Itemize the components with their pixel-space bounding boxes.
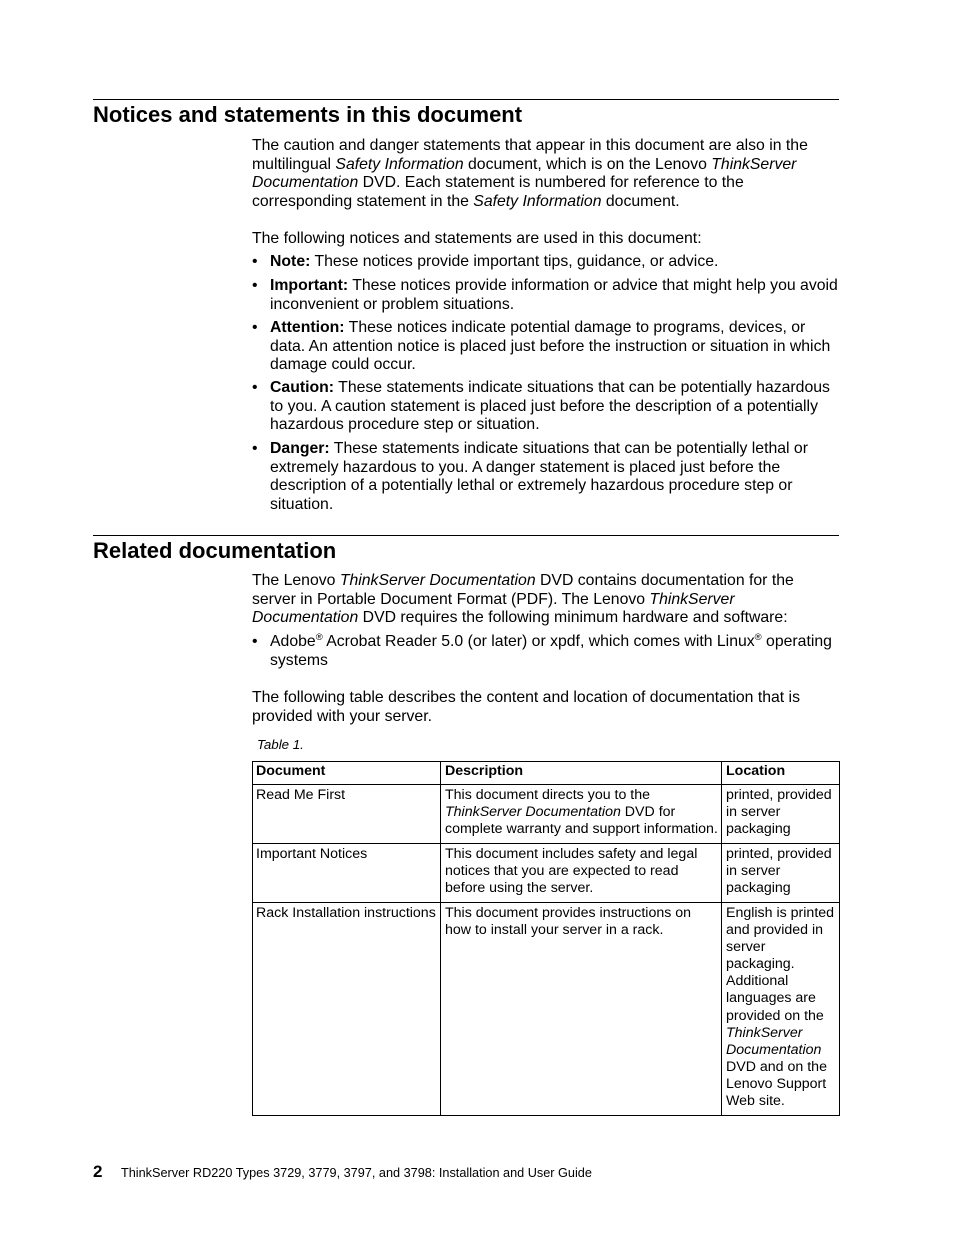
- text-line: [252, 609, 794, 628]
- text-line: [270, 319, 830, 338]
- italic-doc-title: ThinkServer Documentation: [445, 804, 621, 820]
- table-row: [253, 785, 840, 844]
- text-run: These statements indicate situations that can be potentially lethal or: [329, 440, 808, 457]
- notice-label: Caution:: [270, 379, 335, 396]
- notices-intro-paragraph: [252, 137, 808, 211]
- italic-doc-title: ThinkServer: [726, 1024, 803, 1041]
- text-run: The caution and danger statements that appear in this document are also in the: [252, 137, 808, 154]
- notice-item-important: [252, 277, 838, 314]
- text-run: hazardous procedure step or situation.: [270, 416, 540, 434]
- text-run: DVD contains documentation for the: [535, 572, 794, 589]
- registered-mark: ®: [315, 632, 323, 643]
- cell-text-line: provided on the: [726, 1007, 824, 1024]
- text-line: [252, 230, 702, 249]
- cell-text-line: languages are: [726, 990, 816, 1007]
- text-run: systems: [270, 651, 328, 669]
- table-caption: Table 1.: [257, 737, 304, 753]
- table-cell-description: [441, 903, 722, 1115]
- text-line: [252, 689, 800, 708]
- table-header-cell-document: [253, 762, 441, 784]
- text-run: provided with your server.: [252, 707, 432, 725]
- text-run: how to install your server in a rack.: [445, 922, 664, 938]
- section-heading-notices: Notices and statements in this document: [93, 101, 523, 127]
- text-run: before using the server.: [445, 880, 594, 896]
- cell-text-line: in server: [726, 804, 781, 820]
- notice-label: Note:: [270, 253, 311, 270]
- table-cell-location: [722, 903, 840, 1115]
- header-label: Document: [256, 763, 326, 779]
- notice-item-caution: [252, 379, 830, 435]
- page-number: 2: [93, 1161, 103, 1181]
- text-run: This document provides instructions on: [445, 905, 692, 921]
- text-line: [270, 633, 832, 652]
- italic-doc-title: Safety Information: [335, 155, 464, 173]
- text-line: [270, 440, 808, 459]
- notice-label: Danger:: [270, 440, 330, 457]
- table-intro-paragraph: [252, 689, 800, 726]
- text-run: document.: [601, 192, 680, 210]
- table-row: [253, 844, 840, 903]
- text-run: situation.: [270, 495, 334, 513]
- bullet-icon: [252, 440, 264, 459]
- footer-title: ThinkServer RD220 Types 3729, 3779, 3797, and 3798: Installation and User Guide: [121, 1166, 592, 1181]
- bullet-icon: [252, 253, 264, 272]
- cell-text-line: [726, 1042, 839, 1059]
- bullet-icon: [252, 633, 264, 652]
- notice-item-note: [252, 253, 718, 272]
- cell-text-line: [445, 863, 721, 880]
- table-cell-location: [722, 785, 840, 843]
- header-label: Description: [445, 763, 524, 779]
- italic-doc-title: Documentation: [252, 609, 359, 627]
- cell-text-line: printed, provided: [726, 787, 832, 803]
- bullet-icon: [252, 379, 264, 398]
- cell-text-line: [445, 880, 721, 897]
- requirement-item-reader: [252, 633, 832, 670]
- section-divider: [93, 99, 839, 100]
- text-line: [252, 591, 794, 610]
- text-run: These statements indicate situations that can be potentially hazardous: [334, 379, 830, 396]
- text-line: [270, 459, 808, 478]
- documentation-table: [252, 761, 840, 1116]
- text-run: to you. A caution statement is placed just before the description of a potentially: [270, 397, 818, 415]
- cell-text-line: English is printed: [726, 905, 835, 921]
- italic-doc-title: Documentation: [252, 174, 359, 192]
- notice-item-attention: [252, 319, 830, 375]
- text-line: [270, 416, 830, 435]
- text-line: [270, 398, 830, 417]
- text-run: The following notices and statements are used in this document:: [252, 230, 702, 247]
- text-line: [270, 356, 830, 375]
- cell-text-line: Additional: [726, 973, 789, 990]
- text-run: Adobe: [270, 633, 316, 650]
- cell-text: Important Notices: [256, 846, 368, 862]
- cell-text-line: Lenovo Support: [726, 1075, 827, 1092]
- cell-text: Rack Installation instructions: [256, 905, 436, 921]
- text-line: [252, 572, 794, 591]
- table-cell-document: [253, 785, 441, 843]
- text-run: data. An attention notice is placed just before the instruction or situation in which: [270, 337, 831, 355]
- text-run: This document includes safety and legal: [445, 846, 698, 862]
- italic-doc-title: Safety Information: [473, 192, 602, 210]
- text-line: [252, 156, 808, 175]
- text-run: These notices provide important tips, guidance, or advice.: [310, 253, 719, 270]
- bullet-icon: [252, 277, 264, 296]
- text-run: DVD requires the following minimum hardware and software:: [358, 609, 788, 627]
- cell-text-line: [445, 846, 721, 863]
- cell-text-line: [445, 905, 721, 922]
- cell-text-line: [445, 804, 721, 821]
- cell-text-line: and provided in: [726, 922, 824, 939]
- section-divider: [93, 535, 839, 536]
- text-run: operating: [761, 633, 832, 650]
- cell-text-line: [726, 1025, 839, 1042]
- text-run: document, which is on the Lenovo: [463, 155, 712, 173]
- table-cell-document: [253, 844, 441, 902]
- header-label: Location: [726, 763, 786, 779]
- cell-text-line: packaging: [726, 880, 791, 896]
- text-line: [252, 137, 808, 156]
- notices-lead-paragraph: [252, 230, 702, 249]
- cell-text-line: [445, 787, 721, 804]
- cell-text-line: packaging: [726, 821, 791, 837]
- table-header-row: [253, 762, 840, 785]
- text-run: description of a potentially lethal or extremely hazardous procedure step or: [270, 477, 793, 495]
- text-run: damage could occur.: [270, 356, 416, 374]
- text-run: These notices provide information or advice that might help you avoid: [348, 277, 838, 294]
- text-run: server in Portable Document Format (PDF). The Lenovo: [252, 590, 650, 608]
- text-run: complete warranty and support information.: [445, 821, 718, 837]
- text-run: DVD. Each statement is numbered for reference to the: [358, 174, 744, 192]
- notice-label: Attention:: [270, 319, 345, 336]
- text-run: These notices indicate potential damage to programs, devices, or: [344, 319, 806, 336]
- text-line: [252, 174, 808, 193]
- cell-text-line: server: [726, 939, 766, 956]
- text-run: multilingual: [252, 155, 336, 173]
- text-line: [270, 296, 838, 315]
- italic-doc-title: ThinkServer: [649, 590, 735, 608]
- notice-item-danger: [252, 440, 808, 514]
- text-run: corresponding statement in the: [252, 192, 474, 210]
- cell-text-line: DVD and on the: [726, 1058, 827, 1075]
- table-header-cell-description: [441, 762, 722, 784]
- text-run: Acrobat Reader 5.0 (or later) or xpdf, which comes with Linux: [322, 633, 755, 650]
- italic-doc-title: ThinkServer Documentation: [339, 572, 536, 589]
- text-run: notices that you are expected to read: [445, 863, 679, 879]
- cell-text: Read Me First: [256, 787, 346, 803]
- table-cell-description: [441, 844, 722, 902]
- italic-doc-title: Documentation: [726, 1041, 822, 1058]
- section-heading-related: Related documentation: [93, 537, 337, 563]
- related-intro-paragraph: [252, 572, 794, 628]
- text-run: The Lenovo: [252, 572, 340, 589]
- text-run: extremely hazardous to you. A danger statement is placed just before the: [270, 458, 781, 476]
- cell-text-line: packaging.: [726, 956, 795, 973]
- table-cell-location: [722, 844, 840, 902]
- text-line: [252, 708, 800, 727]
- text-line: [270, 253, 718, 272]
- text-run: inconvenient or problem situations.: [270, 295, 515, 313]
- registered-mark: ®: [754, 632, 762, 643]
- text-line: [270, 477, 808, 496]
- cell-text-line: Web site.: [726, 1093, 785, 1110]
- table-cell-description: [441, 785, 722, 843]
- text-line: [252, 193, 808, 212]
- text-run: The following table describes the content and location of documentation that is: [252, 689, 800, 706]
- notice-label: Important:: [270, 277, 349, 294]
- cell-text-line: [445, 922, 721, 939]
- table-cell-document: [253, 903, 441, 1115]
- cell-text-line: in server: [726, 863, 781, 879]
- text-line: [270, 379, 830, 398]
- text-line: [270, 496, 808, 515]
- table-header-cell-location: [722, 762, 840, 784]
- cell-text-line: printed, provided: [726, 846, 832, 862]
- table-row: [253, 903, 840, 1116]
- text-run: DVD for: [620, 804, 676, 820]
- text-line: [270, 277, 838, 296]
- text-line: [270, 652, 832, 671]
- text-line: [270, 338, 830, 357]
- text-run: This document directs you to the: [445, 787, 651, 803]
- italic-doc-title: ThinkServer: [711, 155, 797, 173]
- cell-text-line: [445, 821, 721, 838]
- bullet-icon: [252, 319, 264, 338]
